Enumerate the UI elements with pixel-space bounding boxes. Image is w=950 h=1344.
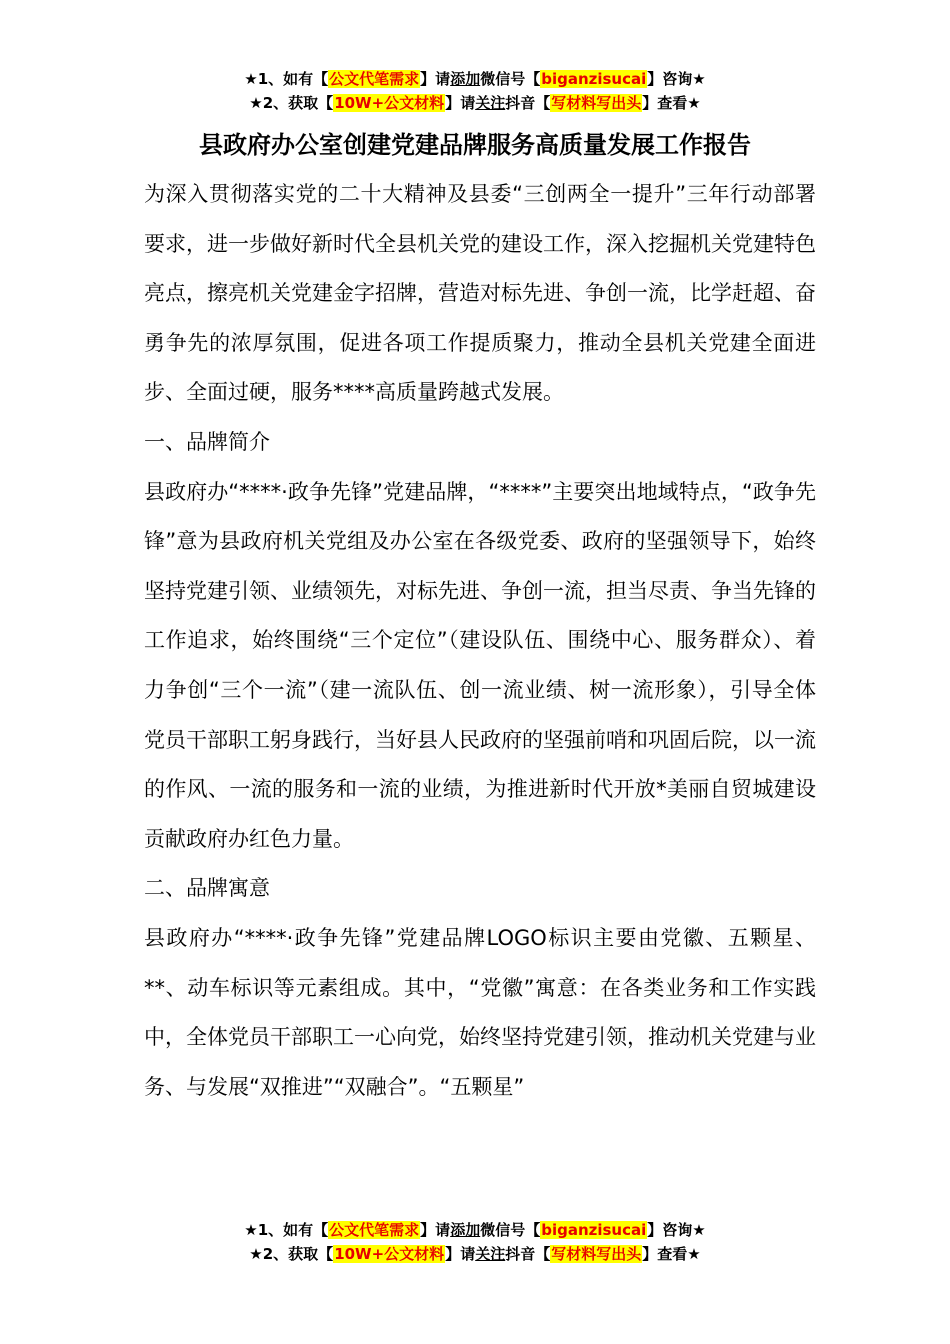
paragraph-brand-meaning: 县政府办“****·政争先锋”党建品牌LOGO标识主要由党徽、五颗星、**、动车标识等元素组成。其中，“党徽”寓意：在各类业务和工作实践中，全体党员干部职工一心向党，始终坚持党建引领，推动机关党建与业务、与发展“双推进”“双融合”。“五颗星” xyxy=(144,925,816,1099)
promo-underline: 关注 xyxy=(475,1245,506,1263)
promo-text: 】查看★ xyxy=(642,1245,701,1263)
promo-line-1 xyxy=(0,67,950,91)
promo-line-1 xyxy=(0,1218,950,1242)
promo-text: ★2、获取【 xyxy=(249,1245,334,1263)
promo-text: ★1、如有【 xyxy=(244,1221,329,1239)
promo-underline: 关注 xyxy=(475,94,506,112)
paragraph-brand-intro: 县政府办“****·政争先锋”党建品牌，“****”主要突出地域特点，“政争先锋”意为县政府机关党组及办公室在各级党委、政府的坚强领导下，始终坚持党建引领、业绩领先，对标先进、争创一流，担当尽责、争当先锋的工作追求，始终围绕“三个定位”（建设队伍、围绕中心、服务群众）、着力争创“三个一流”（建一流队伍、创一流业绩、树一流形象），引导全体党员干部职工躬身践行，当好县人民政府的坚强前哨和巩固后院，以一流的作风、一流的服务和一流的业绩，为推进新时代开放*美丽自贸城建设贡献政府办红色力量。 xyxy=(144,479,816,851)
promo-text: ★2、获取【 xyxy=(249,94,334,112)
promo-text: 】查看★ xyxy=(642,94,701,112)
promo-text: 抖音【 xyxy=(505,1245,551,1263)
promo-text: 】请 xyxy=(420,70,451,88)
section-heading-brand-intro: 一、品牌简介 xyxy=(144,429,270,454)
promo-underline: 添加 xyxy=(450,70,481,88)
paragraph-intro: 为深入贯彻落实党的二十大精神及县委“三创两全一提升”三年行动部署要求，进一步做好新时代全县机关党的建设工作，深入挖掘机关党建特色亮点，擦亮机关党建金字招牌，营造对标先进、争创一流，比学赶超、奋勇争先的浓厚氛围，促进各项工作提质聚力，推动全县机关党建全面进步、全面过硬，服务****高质量跨越式发展。 xyxy=(144,182,816,405)
promo-text: 】请 xyxy=(420,1221,451,1239)
promo-highlight: 公文代笔需求 xyxy=(329,1221,420,1239)
promo-highlight: biganzisucai xyxy=(541,1221,647,1239)
promo-line-2 xyxy=(0,91,950,115)
promo-text: 微信号【 xyxy=(480,70,541,88)
section-heading-brand-meaning: 二、品牌寓意 xyxy=(144,876,270,901)
promo-text: 】咨询★ xyxy=(647,70,706,88)
promo-highlight: 10W+公文材料 xyxy=(334,1245,445,1263)
promo-text: ★1、如有【 xyxy=(244,70,329,88)
promo-text: 抖音【 xyxy=(505,94,551,112)
promo-highlight: 公文代笔需求 xyxy=(329,70,420,88)
promo-banner-bottom xyxy=(0,1218,950,1266)
document-title: 县政府办公室创建党建品牌服务高质量发展工作报告 xyxy=(199,131,751,159)
promo-highlight: biganzisucai xyxy=(541,70,647,88)
promo-text: 微信号【 xyxy=(480,1221,541,1239)
promo-highlight: 写材料写出头 xyxy=(551,1245,642,1263)
document-body xyxy=(144,170,816,1112)
promo-highlight: 写材料写出头 xyxy=(551,94,642,112)
promo-highlight: 10W+公文材料 xyxy=(334,94,445,112)
promo-text: 】咨询★ xyxy=(647,1221,706,1239)
promo-text: 】请 xyxy=(445,1245,476,1263)
promo-line-2 xyxy=(0,1242,950,1266)
promo-banner-top xyxy=(0,67,950,115)
promo-text: 】请 xyxy=(445,94,476,112)
promo-underline: 添加 xyxy=(450,1221,481,1239)
